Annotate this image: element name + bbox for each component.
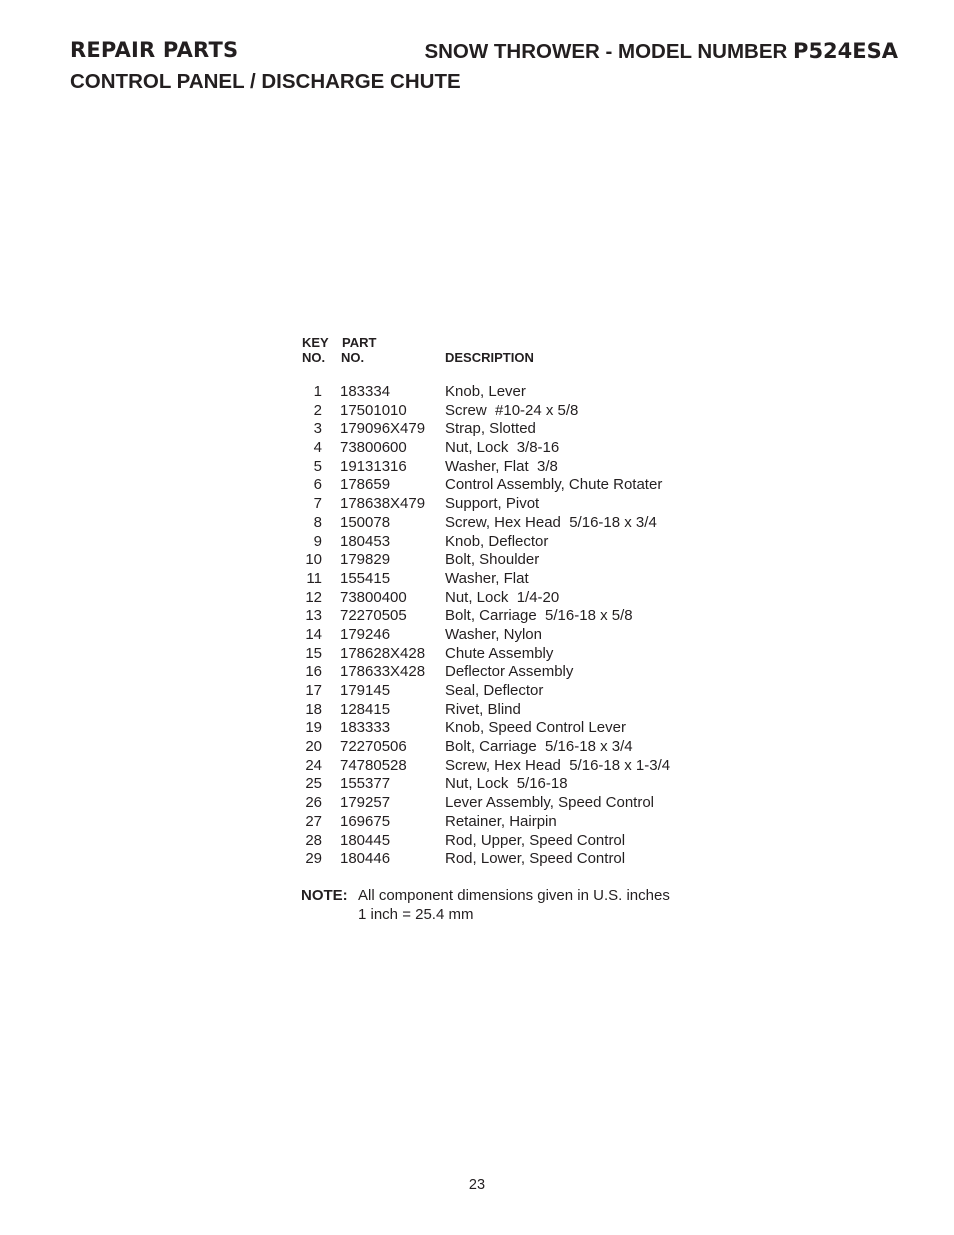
description: Nut, Lock 3/8-16: [445, 439, 560, 457]
table-row: [301, 794, 670, 813]
note-line2: 1 inch = 25.4 mm: [358, 905, 474, 923]
description: Knob, Lever: [445, 383, 526, 400]
table-row: [301, 495, 670, 514]
key-no: 15: [305, 644, 322, 662]
key-no: 12: [305, 588, 322, 606]
description: Washer, Flat 3/8: [445, 457, 558, 475]
description: Bolt, Carriage 5/16-18 x 3/4: [445, 738, 633, 756]
description: Screw, Hex Head 5/16-18 x 3/4: [445, 513, 657, 531]
description: Deflector Assembly: [445, 663, 574, 681]
key-no: 4: [313, 439, 322, 457]
part-no: 74780528: [340, 756, 407, 774]
part-no: 72270506: [340, 738, 407, 756]
part-no: 128415: [340, 700, 391, 718]
description: Lever Assembly, Speed Control: [445, 794, 654, 812]
description: Rod, Lower, Speed Control: [445, 850, 626, 868]
key-no: 5: [313, 457, 322, 475]
key-no: 6: [313, 476, 322, 494]
key-no: 13: [305, 607, 322, 625]
part-no: 17501010: [340, 401, 407, 419]
key-no: 20: [305, 738, 322, 756]
key-no: 17: [305, 682, 322, 699]
description: Strap, Slotted: [445, 420, 536, 438]
table-row: [301, 533, 670, 552]
description: Screw #10-24 x 5/8: [445, 401, 579, 419]
description: Rod, Upper, Speed Control: [445, 831, 626, 849]
table-row: [301, 645, 670, 664]
part-header-line2: NO.: [341, 350, 365, 365]
part-no: 180446: [340, 850, 391, 868]
description: Seal, Deflector: [445, 682, 544, 699]
table-header: [301, 335, 670, 367]
key-header-line2: NO.: [302, 350, 326, 365]
table-row: [301, 626, 670, 645]
key-no: 1: [313, 383, 322, 400]
key-no: 18: [305, 700, 322, 718]
table-row: [301, 832, 670, 851]
note-line1: All component dimensions given in U.S. inches: [358, 887, 670, 904]
note: [301, 887, 670, 924]
description: Bolt, Shoulder: [445, 551, 540, 569]
key-no: 7: [313, 495, 322, 513]
table-row: [301, 514, 670, 533]
key-no: 29: [305, 850, 322, 868]
key-no: 10: [305, 551, 322, 569]
part-no: 180453: [340, 532, 391, 550]
key-no: 25: [305, 775, 322, 793]
table-row: [301, 551, 670, 570]
product-title: [424, 39, 898, 64]
table-row: [301, 738, 670, 757]
model-number: P524ESA: [793, 39, 898, 63]
part-no: 19131316: [340, 457, 407, 475]
key-no: 9: [313, 532, 322, 550]
part-no: 179145: [340, 682, 391, 699]
key-no: 3: [313, 420, 322, 438]
parts-table: [301, 335, 670, 869]
key-no: 14: [305, 625, 322, 643]
key-no: 2: [313, 401, 322, 419]
key-no: 28: [305, 831, 322, 849]
part-no: 150078: [340, 513, 391, 531]
table-row: [301, 607, 670, 626]
part-no: 73800400: [340, 588, 407, 606]
key-no: 16: [305, 663, 322, 681]
key-header-line1: KEY: [302, 335, 329, 350]
page-subtitle: CONTROL PANEL / DISCHARGE CHUTE: [70, 70, 461, 93]
key-no: 27: [305, 812, 322, 830]
part-no: 179257: [340, 794, 391, 812]
part-no: 72270505: [340, 607, 407, 625]
table-row: [301, 439, 670, 458]
table-row: [301, 570, 670, 589]
part-no: 180445: [340, 831, 391, 849]
table-row: [301, 719, 670, 738]
table-row: [301, 402, 670, 421]
part-no: 155415: [340, 569, 391, 587]
part-no: 178628X428: [340, 644, 426, 662]
table-row: [301, 757, 670, 776]
part-no: 179096X479: [340, 420, 426, 438]
section-title: REPAIR PARTS: [70, 38, 239, 62]
description: Control Assembly, Chute Rotater: [445, 476, 663, 494]
key-no: 24: [305, 756, 322, 774]
table-row: [301, 701, 670, 720]
part-no: 178659: [340, 476, 391, 494]
part-no: 178633X428: [340, 663, 426, 681]
description: Nut, Lock 5/16-18: [445, 775, 568, 793]
description: Knob, Speed Control Lever: [445, 719, 626, 737]
table-row: [301, 476, 670, 495]
table-row: [301, 682, 670, 701]
table-row: [301, 663, 670, 682]
part-no: 179829: [340, 551, 391, 569]
part-no: 73800600: [340, 439, 407, 457]
table-body: [301, 383, 670, 869]
table-row: [301, 458, 670, 477]
part-no: 169675: [340, 812, 391, 830]
description: Knob, Deflector: [445, 532, 549, 550]
table-row: [301, 850, 670, 869]
table-row: [301, 589, 670, 608]
description: Chute Assembly: [445, 644, 554, 662]
part-no: 155377: [340, 775, 391, 793]
description: Screw, Hex Head 5/16-18 x 1-3/4: [445, 756, 671, 774]
description: Washer, Flat: [445, 569, 529, 587]
part-no: 178638X479: [340, 495, 426, 513]
description: Bolt, Carriage 5/16-18 x 5/8: [445, 607, 633, 625]
key-no: 8: [313, 513, 322, 531]
part-no: 183333: [340, 719, 391, 737]
key-no: 11: [306, 569, 322, 587]
description-header: DESCRIPTION: [445, 350, 534, 365]
description: Support, Pivot: [445, 495, 540, 513]
description: Washer, Nylon: [445, 625, 542, 643]
part-header-line1: PART: [342, 335, 377, 350]
product-prefix: SNOW THROWER - MODEL NUMBER: [424, 40, 788, 63]
description: Rivet, Blind: [445, 700, 521, 718]
table-row: [301, 813, 670, 832]
description: Retainer, Hairpin: [445, 812, 557, 830]
description: Nut, Lock 1/4-20: [445, 588, 560, 606]
note-label: NOTE:: [301, 887, 348, 904]
table-row: [301, 420, 670, 439]
key-no: 26: [305, 794, 322, 812]
part-no: 183334: [340, 383, 391, 400]
table-row: [301, 383, 670, 402]
table-row: [301, 775, 670, 794]
page-number: 23: [468, 1177, 486, 1193]
key-no: 19: [305, 719, 322, 737]
part-no: 179246: [340, 625, 391, 643]
